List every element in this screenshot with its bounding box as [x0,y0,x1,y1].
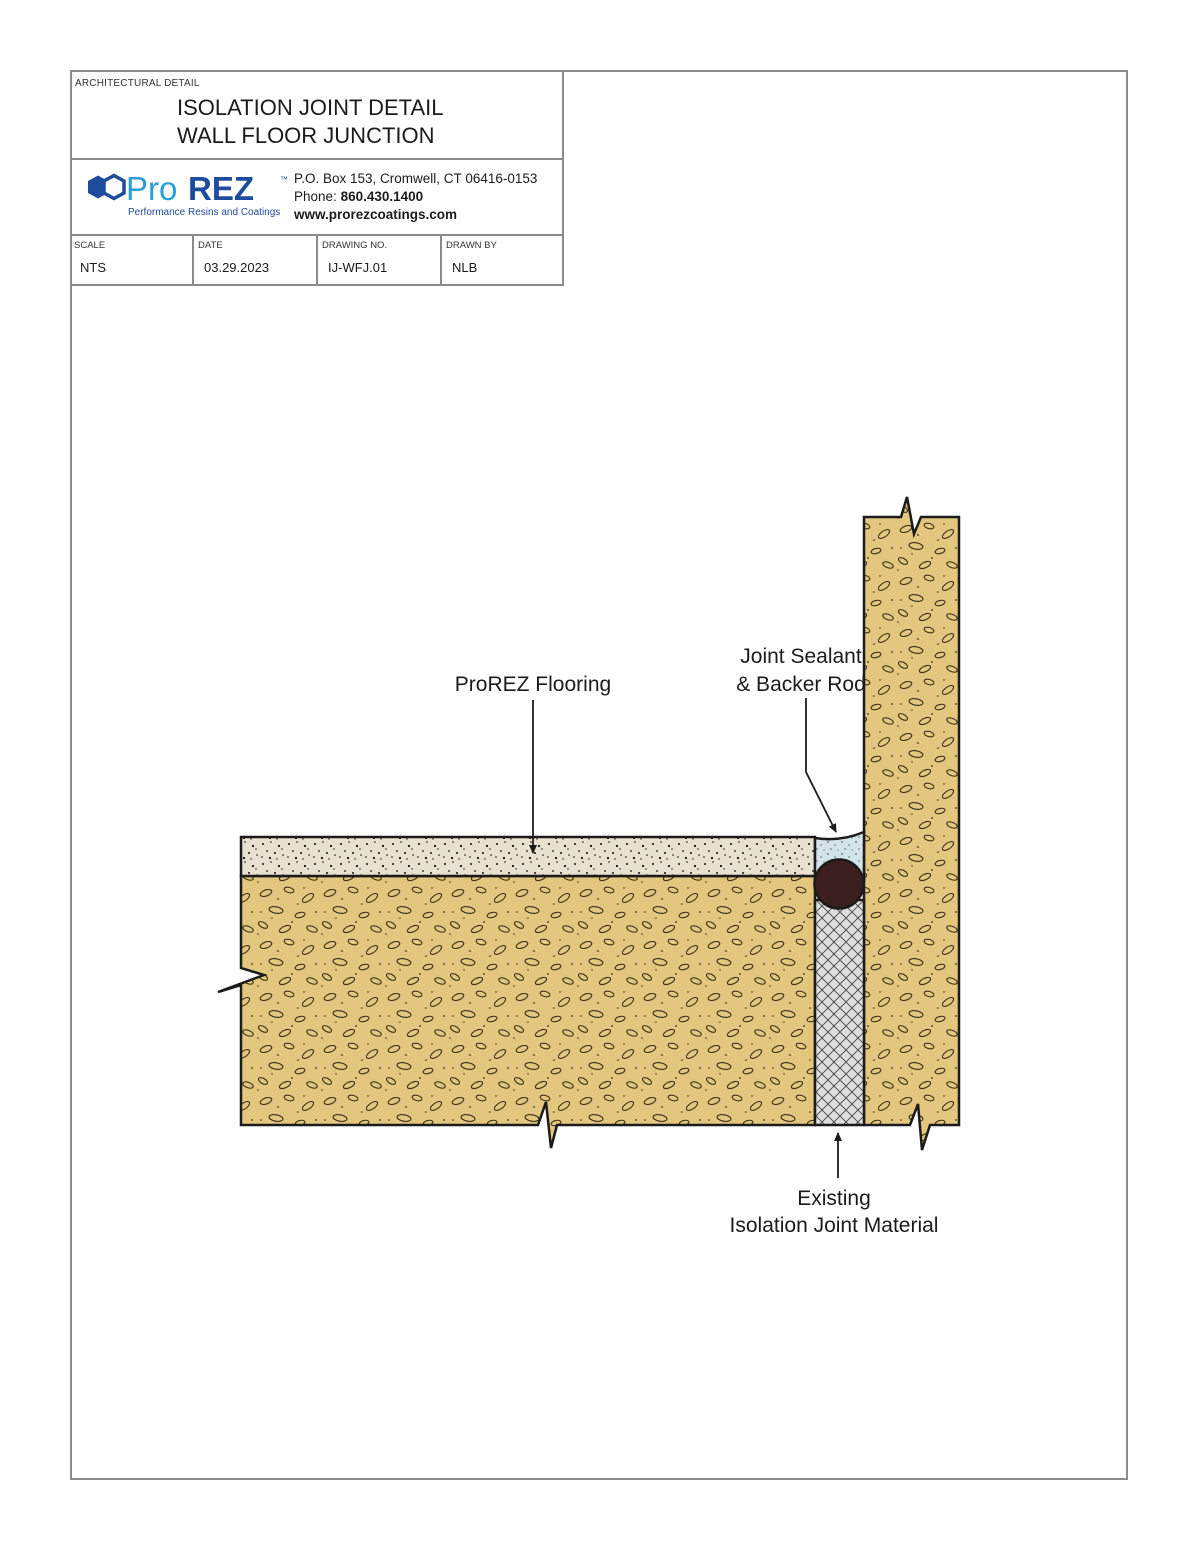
joint-callout-line-2: Isolation Joint Material [729,1214,939,1237]
drawn-by-value: NLB [452,260,478,275]
logo-rez-text: REZ [188,170,254,207]
isolation-joint-material [815,900,864,1125]
phone-label: Phone: [294,189,337,204]
joint-callout-line-1: Existing [797,1187,871,1210]
title-line-2: WALL FLOOR JUNCTION [177,123,435,148]
title-line-1: ISOLATION JOINT DETAIL [177,95,444,120]
sealant-leader-arrow [806,698,836,832]
drawing-no-label: DRAWING NO. [322,240,388,251]
drawing-no-value: IJ-WFJ.01 [328,260,388,275]
sealant-callout-line-2: & Backer Rod [736,673,866,696]
drawing-category: ARCHITECTURAL DETAIL [75,78,200,89]
scale-value: NTS [80,260,106,275]
drawn-by-label: DRAWN BY [446,240,497,251]
logo-tagline: Performance Resins and Coatings [128,207,281,218]
backer-rod [815,860,864,909]
sealant-callout-line-1: Joint Sealant [740,645,862,668]
company-website-text: www.prorezcoatings.com [294,207,458,222]
logo-pro-text: Pro [126,170,178,207]
company-phone: 860.430.1400 [340,189,424,204]
concrete-slab [218,876,815,1148]
flooring-callout: ProREZ Flooring [454,673,612,696]
prorez-flooring-layer [241,837,815,876]
concrete-wall [864,497,959,1150]
scale-label: SCALE [74,240,106,251]
company-address: P.O. Box 153, Cromwell, CT 06416-0153 [294,171,538,186]
date-value: 03.29.2023 [204,260,270,275]
logo-trademark: ™ [280,175,288,184]
date-label: DATE [198,240,223,251]
